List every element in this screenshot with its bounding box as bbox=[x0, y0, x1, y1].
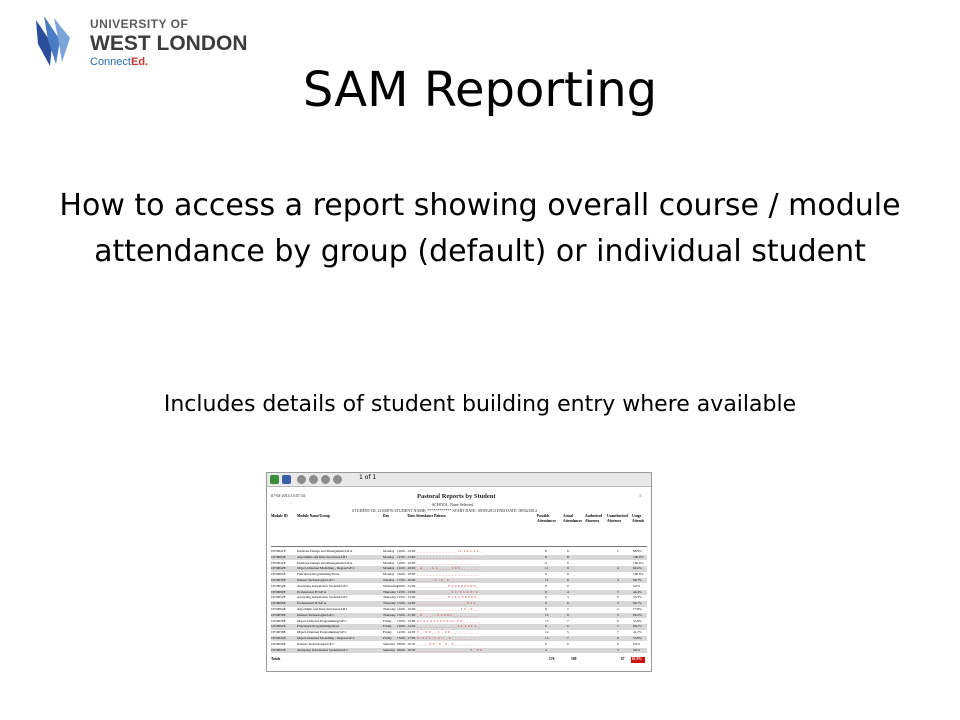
cell-usage: 66.7% bbox=[633, 601, 642, 606]
cell-actual: 3 bbox=[567, 595, 569, 600]
cell-possible: 8 bbox=[545, 572, 547, 577]
cell-day: Monday bbox=[383, 554, 395, 559]
cell-time: 12:00 - 13:00 bbox=[397, 554, 416, 559]
cell-time: 15:00 - 17:00 bbox=[397, 636, 416, 640]
col-header-module-name: Module Name/Group bbox=[297, 514, 330, 518]
col-header-actual: Actual Attendances bbox=[563, 514, 582, 523]
cell-id: CP50052E bbox=[271, 583, 286, 588]
cell-id: CP50064E bbox=[271, 554, 286, 559]
table-row bbox=[271, 578, 647, 583]
logo-line-university: UNIVERSITY OF bbox=[90, 17, 189, 31]
logo-ed-text: Ed. bbox=[130, 56, 149, 68]
cell-id: CP50041E bbox=[271, 549, 286, 553]
cell-time: 15:00 - 17:00 bbox=[397, 612, 416, 617]
cell-name: Analysing Information Systems/GP C bbox=[297, 595, 349, 600]
cell-name: Object-Oriented Modelling - Degree/GP C bbox=[297, 566, 355, 571]
cell-time: 16:00 - 18:00 bbox=[397, 572, 416, 577]
cell-pattern: _ _ _ _ _ _ _ _ _ _ _ _ _ _ _ _ _ 0 _ 0 0 bbox=[417, 647, 482, 652]
cell-usage: 66.7% bbox=[633, 624, 642, 629]
cell-usage: 0.0% bbox=[633, 641, 641, 646]
cell-day: Thursday bbox=[383, 612, 396, 617]
cell-actual: 6 bbox=[567, 601, 569, 606]
table-row bbox=[271, 572, 647, 577]
col-header-pattern: Time Attendance Pattern bbox=[407, 514, 446, 518]
cell-time: 10:00 - 12:00 bbox=[397, 549, 416, 553]
cell-pattern: _ _ _ _ _ _ _ _ _ _ _ _ _ / L L L L L L _ bbox=[417, 549, 483, 553]
cell-pattern: _ _ _ _ _ _ _ _ _ _ _ _ _ L L L 0 L L _ bbox=[417, 624, 480, 629]
cell-actual: 8 bbox=[567, 578, 569, 582]
cell-usage: 100.0% bbox=[633, 554, 644, 559]
cell-id: CP50058E bbox=[271, 618, 286, 623]
next-page-icon[interactable] bbox=[321, 475, 330, 484]
cell-id: CP50042E bbox=[271, 636, 286, 640]
cell-pattern: _ _ _ _ _ / L / 0 _ 0 _ _ _ _ _ _ _ _ _ bbox=[417, 578, 478, 582]
cell-possible: 4 bbox=[545, 647, 547, 652]
col-header-usage: Usage Attends bbox=[632, 514, 644, 523]
cell-name: Functional Programming/None bbox=[297, 624, 340, 629]
cell-pattern: _ _ _ _ _ _ _ _ _ _ _ 0 0 / 0 L L 0 / 0 bbox=[417, 589, 478, 594]
save-icon[interactable] bbox=[282, 475, 291, 484]
cell-usage: 53.8% bbox=[633, 618, 642, 623]
cell-day: Monday bbox=[383, 549, 395, 553]
cell-pattern: 0 L L L 0 L L 0 L L 0 L 0 0 _ _ _ _ _ _ bbox=[417, 618, 481, 623]
report-student-line: STUDENT ID: 21100876 STUDENT NAME: ************ START DATE: 09/09/2013 END DATE: 08/04/2014 bbox=[352, 508, 537, 513]
cell-actual: 0 bbox=[567, 641, 569, 646]
totals-label: Totals bbox=[271, 657, 281, 661]
cell-name: Professional IT/GP A bbox=[297, 589, 327, 594]
cell-name: Professional IT/GP A bbox=[297, 601, 327, 606]
cell-possible: 8 bbox=[545, 549, 547, 553]
cell-id: CP50041E bbox=[271, 560, 286, 565]
cell-actual: 6 bbox=[567, 624, 569, 629]
table-row bbox=[271, 584, 647, 589]
cell-actual: 5 bbox=[567, 630, 569, 635]
cell-time: 09:00 - 10:30 bbox=[397, 647, 416, 652]
col-header-unauthorised: Unauthorised Absences bbox=[607, 514, 628, 523]
table-row bbox=[271, 555, 647, 560]
table-row bbox=[271, 561, 647, 566]
cell-usage: 100.0% bbox=[633, 572, 644, 577]
cell-possible: 9 bbox=[545, 607, 547, 611]
cell-day: Friday bbox=[383, 624, 392, 629]
cell-name: Database Design and Management/GP A bbox=[297, 560, 353, 565]
cell-unauth: 3 bbox=[617, 601, 619, 606]
cell-time: 12:00 - 13:00 bbox=[397, 595, 416, 600]
totals-unauth: 67 bbox=[621, 657, 625, 661]
cell-pattern: _ _ _ _ _ _ _ _ _ _ _ _ _ _ L 0 _ 0 _ _ bbox=[417, 607, 479, 611]
last-page-icon[interactable] bbox=[333, 475, 342, 484]
cell-time: 14:00 - 16:00 bbox=[397, 560, 416, 565]
col-header-possible: Possible Attendances bbox=[537, 514, 556, 523]
cell-time: 14:00 - 16:00 bbox=[397, 566, 416, 571]
cell-name: Algorithms and Data Structures/LB1 bbox=[297, 607, 348, 611]
cell-actual: 0 bbox=[567, 583, 569, 588]
cell-pattern: _ 0 _ _ _ / / 0 L 0 0 L _ _ _ _ _ _ _ _ bbox=[417, 612, 478, 617]
cell-actual: 8 bbox=[567, 572, 569, 577]
cell-unauth: 6 bbox=[617, 636, 619, 640]
totals-possible: 176 bbox=[549, 657, 555, 661]
cell-possible: 9 bbox=[545, 583, 547, 588]
cell-id: CP50050E bbox=[271, 612, 286, 617]
cell-unauth: 6 bbox=[617, 618, 619, 623]
cell-usage: 44.4% bbox=[633, 589, 642, 594]
cell-usage: 100.0% bbox=[633, 560, 644, 565]
cell-id: CP50060E bbox=[271, 589, 286, 594]
cell-usage: 41.7% bbox=[633, 630, 642, 635]
cell-possible: 9 bbox=[545, 589, 547, 594]
cell-name: Object-Oriented Modelling - Degree/GP C bbox=[297, 636, 355, 640]
cell-day: Monday bbox=[383, 572, 395, 577]
cell-unauth: 6 bbox=[617, 595, 619, 600]
cell-pattern: _ _ _ _ 0 0 _ 0 _ 0 _ 0 _ _ _ _ _ _ _ _ bbox=[417, 641, 479, 646]
table-row bbox=[271, 607, 647, 612]
cell-day: Saturday bbox=[383, 641, 396, 646]
table-row bbox=[271, 549, 647, 554]
cell-possible: 9 bbox=[545, 595, 547, 600]
cell-possible: 9 bbox=[545, 601, 547, 606]
cell-usage: 33.3% bbox=[633, 595, 642, 600]
cell-unauth: 5 bbox=[617, 589, 619, 594]
slide-title: SAM Reporting bbox=[302, 62, 658, 118]
cell-time: 09:00 - 10:30 bbox=[397, 641, 416, 646]
cell-id: CP50042E bbox=[271, 566, 286, 571]
cell-actual: 9 bbox=[567, 566, 569, 571]
cell-possible: 12 bbox=[545, 630, 549, 635]
cell-day: Thursday bbox=[383, 601, 396, 606]
cell-pattern: _ A _ _ / L L _ _ _ _ 0 0 0 _ _ _ _ _ _ bbox=[417, 566, 479, 571]
cell-actual: 9 bbox=[567, 612, 569, 617]
table-row bbox=[271, 601, 647, 606]
col-header-authorised: Authorised Absences bbox=[585, 514, 603, 523]
table-row bbox=[271, 642, 647, 647]
cell-id: CP50064E bbox=[271, 607, 286, 611]
cell-day: Monday bbox=[383, 560, 395, 565]
table-row bbox=[271, 630, 647, 635]
cell-name: Object-Oriented Programming/GP C bbox=[297, 630, 347, 635]
cell-possible: 8 bbox=[545, 554, 547, 559]
header-divider bbox=[271, 546, 647, 547]
logo-connect-text: Connect bbox=[90, 56, 131, 68]
back-icon[interactable] bbox=[270, 475, 279, 484]
cell-actual: 8 bbox=[567, 554, 569, 559]
cell-actual: 7 bbox=[567, 607, 569, 611]
cell-time: 10:00 - 12:00 bbox=[397, 624, 416, 629]
cell-possible: 9 bbox=[545, 624, 547, 629]
cell-time: 10:00 - 12:00 bbox=[397, 583, 416, 588]
cell-time: 14:00 - 16:00 bbox=[397, 607, 416, 611]
cell-possible: 6 bbox=[545, 641, 547, 646]
cell-usage: 88.9% bbox=[633, 549, 642, 553]
cell-possible: 12 bbox=[545, 612, 549, 617]
first-page-icon[interactable] bbox=[297, 475, 306, 484]
cell-pattern: _ _ _ _ _ _ _ _ _ _ _ _ _ _ _ _ _ _ _ _ bbox=[417, 572, 479, 577]
logo-line-west-london: WEST LONDON bbox=[90, 32, 248, 55]
cell-possible: 13 bbox=[545, 618, 549, 623]
cell-unauth: 2 bbox=[617, 607, 619, 611]
col-header-module-id: Module ID bbox=[271, 514, 288, 518]
cell-day: Friday bbox=[383, 630, 392, 635]
cell-usage: 69.2% bbox=[633, 612, 642, 617]
cell-pattern: 0 _ / 0 0 _ _ L _ 0 0 _ _ _ _ _ _ _ _ _ bbox=[417, 630, 479, 635]
table-row bbox=[271, 648, 647, 653]
cell-day: Thursday bbox=[383, 595, 396, 600]
cell-actual: 7 bbox=[567, 636, 569, 640]
table-row bbox=[271, 624, 647, 629]
cell-day: Saturday bbox=[383, 647, 396, 652]
cell-day: Tuesday bbox=[383, 578, 395, 582]
cell-actual: 4 bbox=[567, 589, 569, 594]
cell-time: 12:00 - 13:00 bbox=[397, 589, 416, 594]
cell-actual: 8 bbox=[567, 549, 569, 553]
table-row bbox=[271, 566, 647, 571]
report-totals-row bbox=[271, 657, 647, 663]
cell-pattern: _ _ _ _ _ _ _ _ _ _ _ _ _ _ _ _ 0 0 0 _ bbox=[417, 601, 479, 606]
cell-actual: 9 bbox=[567, 560, 569, 565]
cell-id: CP50050E bbox=[271, 578, 286, 582]
cell-possible: 12 bbox=[545, 578, 549, 582]
cell-name: Database Design and Management/GP A bbox=[297, 549, 353, 553]
cell-id: CP50058E bbox=[271, 630, 286, 635]
cell-day: Thursday bbox=[383, 607, 396, 611]
totals-usage: 61.9% bbox=[632, 657, 642, 661]
cell-possible: 13 bbox=[545, 636, 549, 640]
table-row bbox=[271, 636, 647, 641]
col-header-day: Day bbox=[383, 514, 390, 518]
report-title: Pastoral Reports by Student bbox=[417, 493, 496, 500]
cell-unauth: 7 bbox=[617, 630, 619, 635]
cell-time: 10:00 - 12:00 bbox=[397, 618, 416, 623]
cell-name: Algorithms and Data Structures/LB1 bbox=[297, 554, 348, 559]
cell-day: Wednesday bbox=[383, 583, 399, 588]
cell-id: CP50050E bbox=[271, 641, 286, 646]
cell-possible: 9 bbox=[545, 560, 547, 565]
cell-usage: 66.7% bbox=[633, 578, 642, 582]
cell-unauth: 6 bbox=[617, 641, 619, 646]
cell-unauth: 3 bbox=[617, 647, 619, 652]
cell-usage: 53.8% bbox=[633, 636, 642, 640]
table-row bbox=[271, 619, 647, 624]
cell-time: 12:00 - 14:00 bbox=[397, 630, 416, 635]
cell-unauth: 3 bbox=[617, 612, 619, 617]
report-page: 1 bbox=[639, 493, 641, 498]
report-screenshot bbox=[266, 472, 652, 672]
cell-usage: 0.0% bbox=[633, 647, 641, 652]
cell-name: Functional Programming/None bbox=[297, 572, 340, 577]
cell-day: Thursday bbox=[383, 589, 396, 594]
cell-day: Friday bbox=[383, 636, 392, 640]
cell-day: Monday bbox=[383, 566, 395, 571]
totals-usage-cell bbox=[631, 657, 645, 663]
cell-id: CP50060E bbox=[271, 601, 286, 606]
cell-time: 13:00 - 14:00 bbox=[397, 601, 416, 606]
cell-name: Analysing Information Systems/GP C bbox=[297, 647, 349, 652]
totals-actual: 109 bbox=[571, 657, 577, 661]
cell-unauth: 4 bbox=[617, 566, 619, 571]
cell-unauth: 3 bbox=[617, 624, 619, 629]
cell-pattern: _ _ _ _ _ _ _ _ _ _ 0 L L L 0 0 0 0 0 _ bbox=[417, 595, 480, 600]
cell-usage: 0.0% bbox=[633, 583, 641, 588]
cell-name: Internet Technologies/GP C bbox=[297, 612, 335, 617]
cell-name: Internet Technologies/GP C bbox=[297, 641, 335, 646]
slide-note: Includes details of student building entry where available bbox=[163, 392, 797, 417]
cell-name: Object-Oriented Programming/GP C bbox=[297, 618, 347, 623]
cell-id: CP50052E bbox=[271, 595, 286, 600]
cell-pattern: _ _ _ _ _ _ _ _ _ _ _ _ _ _ _ _ _ _ _ _ bbox=[417, 554, 479, 559]
table-row bbox=[271, 613, 647, 618]
cell-id: CP50002E bbox=[271, 624, 286, 629]
cell-id: CP50002E bbox=[271, 572, 286, 577]
report-date: 07-04-2014 13:07:34 bbox=[271, 493, 305, 498]
cell-usage: 69.2% bbox=[633, 566, 642, 571]
cell-name: Internet Technologies/GP C bbox=[297, 578, 335, 582]
cell-pattern: 0 / 0 0 0 / L 0 / / _ 0 _ _ _ _ _ _ _ _ bbox=[417, 636, 476, 640]
cell-actual: 7 bbox=[567, 618, 569, 623]
cell-id: CP50052E bbox=[271, 647, 286, 652]
cell-day: Friday bbox=[383, 618, 392, 623]
page-counter: 1 of 1 bbox=[359, 474, 377, 481]
slide-subtitle: How to access a report showing overall course / module attendance by group (default) or individual student bbox=[59, 188, 901, 269]
cell-usage: 77.8% bbox=[633, 607, 642, 611]
cell-unauth: 4 bbox=[617, 578, 619, 582]
report-toolbar bbox=[267, 473, 651, 487]
cell-pattern: _ _ _ _ _ _ _ _ _ _ 0 0 0 0 0 0 0 0 0 _ bbox=[417, 583, 479, 588]
cell-possible: 11 bbox=[545, 566, 549, 571]
cell-unauth: 1 bbox=[617, 549, 619, 553]
prev-page-icon[interactable] bbox=[309, 475, 318, 484]
table-row bbox=[271, 595, 647, 600]
cell-time: 17:00 - 19:00 bbox=[397, 578, 416, 582]
report-school: SCHOOL: None Selected bbox=[432, 502, 474, 507]
table-row bbox=[271, 590, 647, 595]
cell-pattern: _ _ _ _ _ _ _ _ _ _ _ _ _ _ _ _ _ _ _ _ bbox=[417, 560, 479, 565]
cell-name: Analysing Information Systems/GP C bbox=[297, 583, 349, 588]
